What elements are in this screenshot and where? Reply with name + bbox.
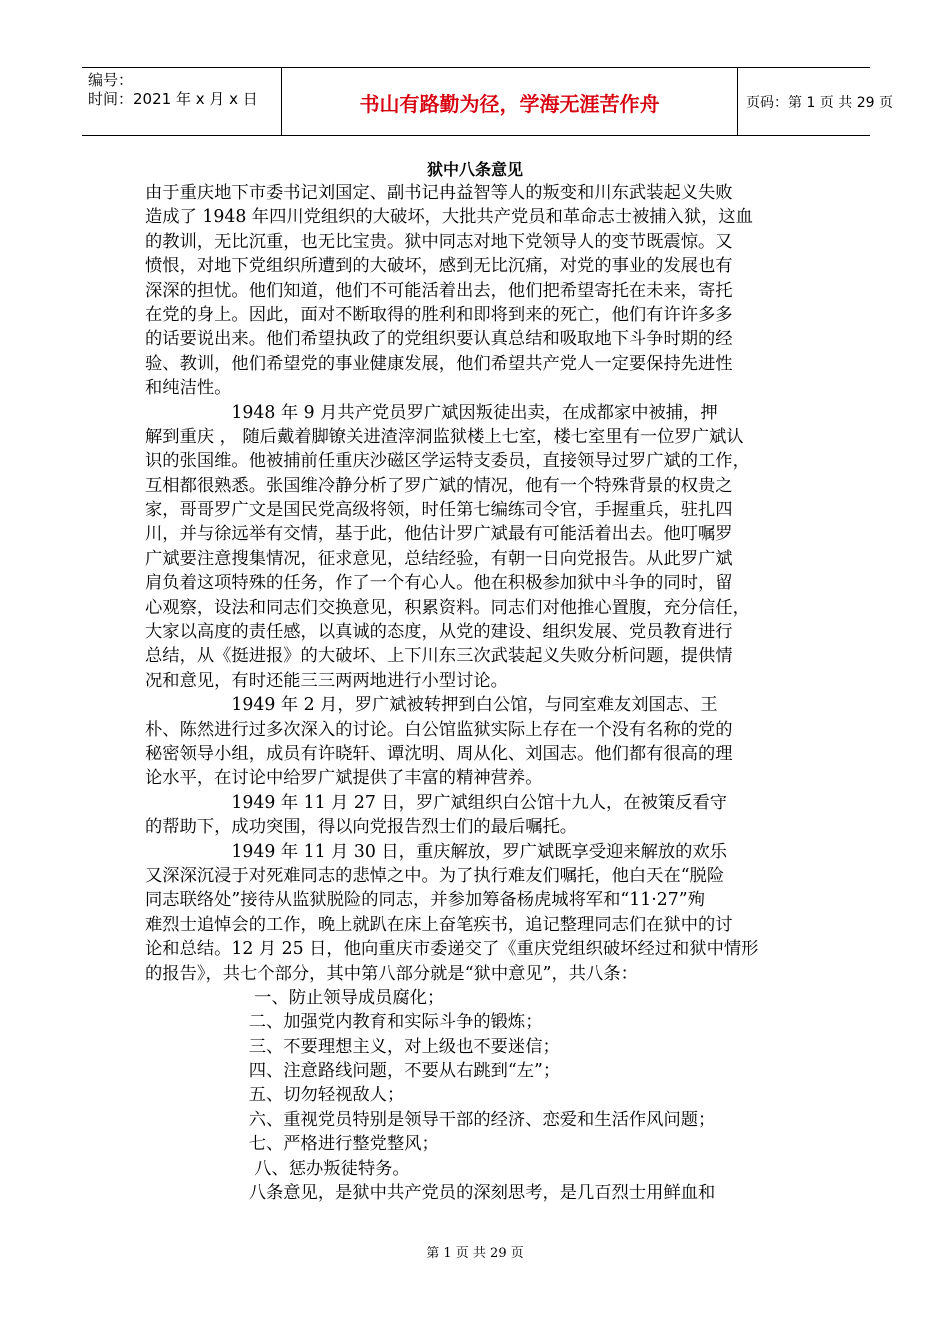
body-text-line: 造成了 1948 年四川党组织的大破坏，大批共产党员和革命志士被捕入狱，这血 — [145, 207, 753, 228]
document-title: 狱中八条意见 — [426, 160, 523, 179]
body-text-line: 解到重庆 ， 随后戴着脚镣关进渣滓洞监狱楼上七室，楼七室里有一位罗广斌认 — [145, 426, 744, 447]
body-text-line: 四、注意路线问题，不要从右跳到“左”； — [145, 1061, 561, 1082]
body-text-line: 肩负着这项特殊的任务，作了一个有心人。他在积极参加狱中斗争的同时，留 — [145, 573, 733, 594]
body-text-line: 识的张国维。他被捕前任重庆沙磁区学运特支委员，直接领导过罗广斌的工作， — [145, 451, 750, 472]
page-number-label: 页码：第 1 页 共 29 页 — [746, 95, 893, 111]
body-text-line: 五、切勿轻视敌人； — [145, 1085, 405, 1106]
body-text-line: 论水平，在讨论中给罗广斌提供了丰富的精神营养。 — [145, 768, 543, 789]
body-text-line: 在党的身上。因此，面对不断取得的胜利和即将到来的死亡，他们有许许多多 — [145, 304, 733, 325]
body-text-line: 1948 年 9 月共产党员罗广斌因叛徒出卖，在成都家中被捕，押 — [145, 402, 718, 423]
body-text-line: 七、严格进行整党整风； — [145, 1134, 439, 1155]
header-middle-cell — [282, 68, 738, 135]
header-left-cell — [82, 68, 282, 135]
body-text-line: 和纯洁性。 — [145, 378, 232, 399]
body-text-line: 家，哥哥罗广文是国民党高级将领，时任第七编练司令官，手握重兵，驻扎四 — [145, 500, 733, 521]
body-text-line: 川，并与徐远举有交情，基于此，他估计罗广斌最有可能活着出去。他叮嘱罗 — [145, 524, 733, 545]
body-text-line: 一、防止领导成员腐化； — [145, 987, 445, 1008]
body-text-line: 朴、陈然进行过多次深入的讨论。白公馆监狱实际上存在一个没有名称的党的 — [145, 719, 733, 740]
body-text-line: 况和意见，有时还能三三两两地进行小型讨论。 — [145, 670, 508, 691]
body-text-line: 广斌要注意搜集情况，征求意见，总结经验，有朝一日向党报告。从此罗广斌 — [145, 548, 733, 569]
body-text-line: 1949 年 11 月 30 日，重庆解放，罗广斌既享受迎来解放的欢乐 — [145, 841, 728, 862]
body-text-line: 总结，从《挺进报》的大破坏、上下川东三次武装起义失败分析问题，提供情 — [145, 646, 733, 667]
body-text-line: 三、不要理想主义，对上级也不要迷信； — [145, 1036, 560, 1057]
body-text-line: 由于重庆地下市委书记刘国定、副书记冉益智等人的叛变和川东武装起义失败 — [145, 183, 733, 203]
body-text-line: 秘密领导小组，成员有许晓轩、谭沈明、周从化、刘国志。他们都有很高的理 — [145, 743, 733, 764]
body-text-line: 愤恨，对地下党组织所遭到的大破坏，感到无比沉痛，对党的事业的发展也有 — [145, 256, 733, 277]
body-text-line: 八条意见，是狱中共产党员的深刻思考，是几百烈士用鲜血和 — [145, 1183, 716, 1204]
body-text-line: 的帮助下，成功突围，得以向党报告烈士们的最后嘱托。 — [145, 817, 578, 838]
body-text-line: 1949 年 2 月，罗广斌被转押到白公馆，与同室难友刘国志、王 — [145, 695, 718, 716]
body-text-line: 深深的担忧。他们知道，他们不可能活着出去，他们把希望寄托在未来，寄托 — [145, 280, 733, 301]
body-text-line: 的教训，无比沉重，也无比宝贵。狱中同志对地下党领导人的变节既震惊。又 — [145, 231, 733, 252]
body-text-line: 验、教训，他们希望党的事业健康发展，他们希望共产党人一定要保持先进性 — [145, 353, 733, 374]
body-text-line: 的话要说出来。他们希望执政了的党组织要认真总结和吸取地下斗争时期的经 — [145, 329, 733, 350]
page-footer: 第 1 页 共 29 页 — [426, 1246, 524, 1261]
page-header — [82, 67, 893, 136]
body-text-line: 论和总结。12 月 25 日，他向重庆市委递交了《重庆党组织破坏经过和狱中情形 — [145, 939, 759, 960]
body-text-line: 的报告》，共七个部分，其中第八部分就是“狱中意见”，共八条： — [145, 963, 638, 984]
body-text-line: 二、加强党内教育和实际斗争的锻炼； — [145, 1012, 543, 1033]
motto-text: 书山有路勤为径，学海无涯苦作舟 — [359, 92, 660, 116]
document-body — [145, 181, 805, 1205]
header-right-cell — [738, 68, 893, 135]
document-date-label: 时间：2021 年 x 月 x 日 — [88, 90, 258, 108]
body-text-line: 六、重视党员特别是领导干部的经济、恋爱和生活作风问题； — [145, 1109, 716, 1130]
body-text-line: 心观察，设法和同志们交换意见，积累资料。同志们对他推心置腹，充分信任， — [145, 597, 750, 618]
body-text-line: 难烈士追悼会的工作，晚上就趴在床上奋笔疾书，追记整理同志们在狱中的讨 — [145, 914, 733, 935]
body-text-line: 1949 年 11 月 27 日，罗广斌组织白公馆十九人，在被策反看守 — [145, 792, 728, 813]
body-text-line: 同志联络处”接待从监狱脱险的同志，并参加筹备杨虎城将军和“11·27”殉 — [145, 890, 705, 911]
document-number-label: 编号： — [88, 71, 134, 89]
body-text-line: 八、惩办叛徒特务。 — [145, 1158, 410, 1179]
body-text-line: 互相都很熟悉。张国维冷静分析了罗广斌的情况，他有一个特殊背景的权贵之 — [145, 475, 733, 496]
body-text-line: 大家以高度的责任感，以真诚的态度，从党的建设、组织发展、党员教育进行 — [145, 622, 733, 643]
body-text-line: 又深深沉浸于对死难同志的悲悼之中。为了执行难友们嘱托，他白天在“脱险 — [145, 865, 725, 886]
